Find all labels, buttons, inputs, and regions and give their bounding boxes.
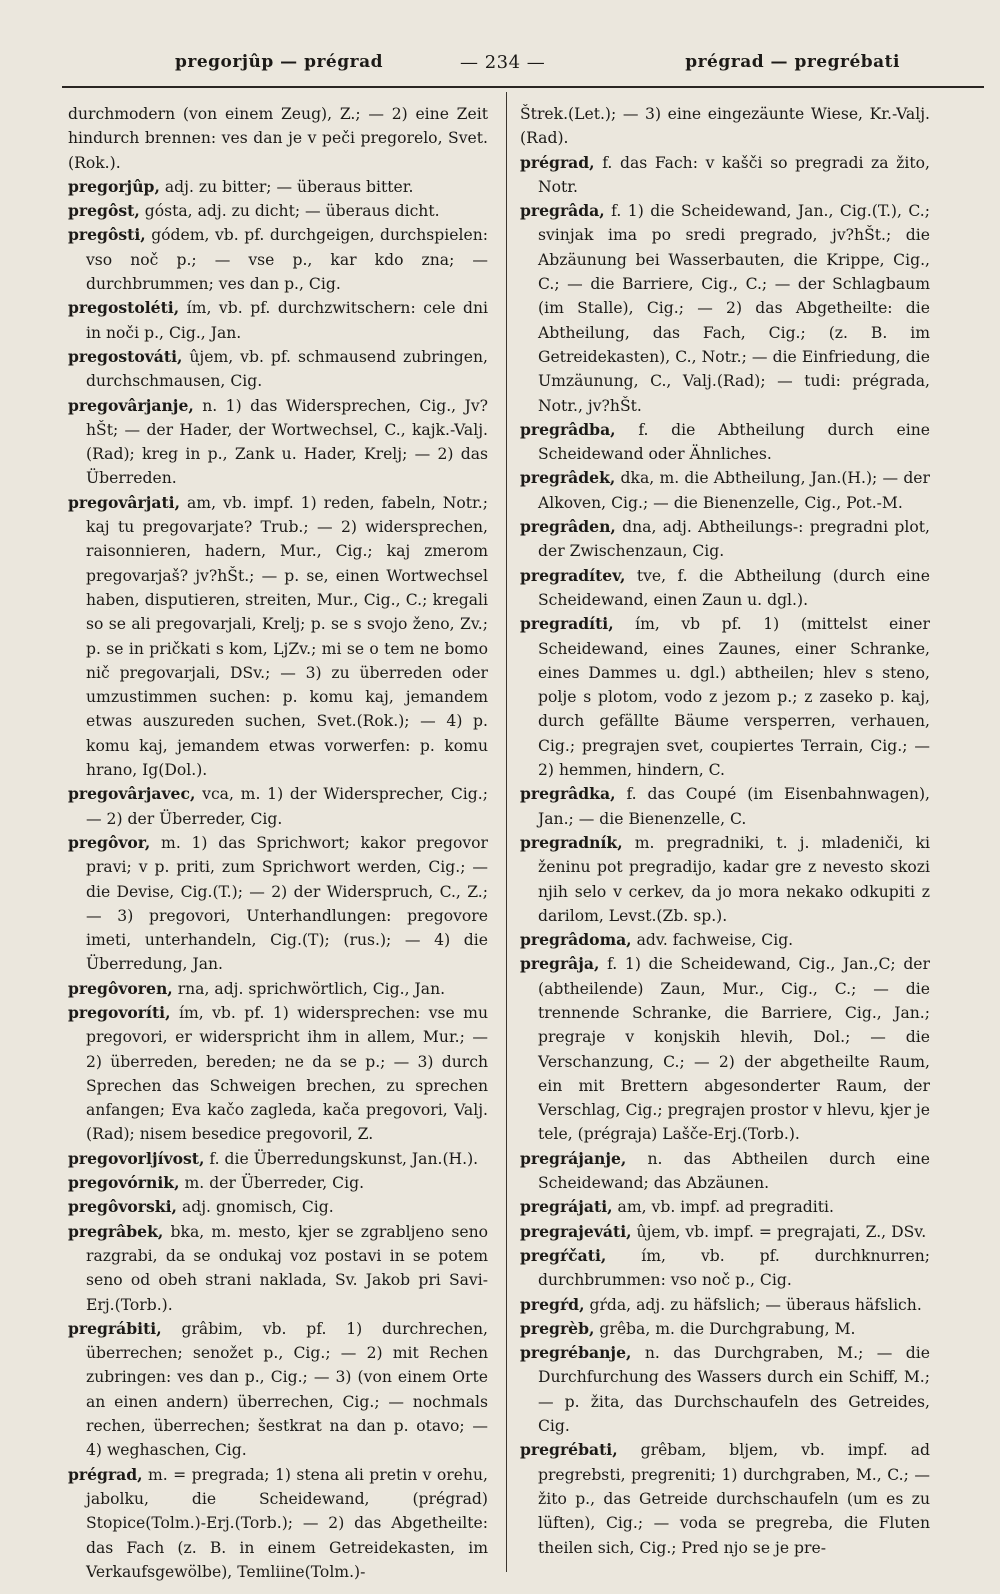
dictionary-entry xyxy=(68,1171,488,1195)
dictionary-entry xyxy=(520,515,930,564)
dictionary-entry xyxy=(68,1001,488,1147)
entry-headword: pregovórnik, xyxy=(68,1173,180,1193)
entry-headword: pregrâdoma, xyxy=(520,930,632,950)
header-left-range: pregorjûp — prégrad xyxy=(175,52,383,72)
dictionary-entry xyxy=(520,1317,930,1341)
dictionary-entry xyxy=(520,1244,930,1293)
dictionary-entry xyxy=(68,1220,488,1317)
entry-definition: ím, vb. pf. 1) widersprechen: vse mu pregovori, er widerspricht ihm in allem, Mur.; — 2) überreden, bereden; ne da se p.; — 3) durch Sprechen das Schweigen brechen, zu sprechen anfangen; Eva kačo zagleda, kača pregovori, Valj.(Rad); nisem besedice pregovoril, Z. xyxy=(86,1003,488,1144)
entry-definition: f. die Abtheilung durch eine Scheidewand oder Ähnliches. xyxy=(538,420,931,464)
entry-definition: durchmodern (von einem Zeug), Z.; — 2) eine Zeit hindurch brennen: ves dan je v peči pregorelo, Svet.(Rok.). xyxy=(68,105,488,172)
dictionary-entry xyxy=(68,782,488,831)
entry-headword: pregradíti, xyxy=(520,614,614,634)
dictionary-entry xyxy=(68,175,488,199)
entry-headword: prégrad, xyxy=(520,152,595,172)
entry-headword: pregrâdek, xyxy=(520,468,616,488)
entry-headword: pregorjûp, xyxy=(68,176,160,196)
entry-definition: rna, adj. sprichwörtlich, Cig., Jan. xyxy=(177,979,446,998)
entry-headword: pregôvor, xyxy=(68,832,151,852)
entry-definition: dka, m. die Abtheilung, Jan.(H.); — der Alkoven, Cig.; — die Bienenzelle, Cig., Pot.-M. xyxy=(538,469,930,512)
entry-headword: prégrad, xyxy=(68,1464,143,1484)
entry-definition: m. = pregrada; 1) stena ali pretin v orehu, jabolku, die Scheidewand, (prégrad) Stopice(Tolm.)-Erj.(Torb.); — 2) das Abgetheilte: das Fach (z. B. in einem Getreidekasten, im Verkaufsgewölbe), Temliine(Tolm.)- xyxy=(86,1465,488,1581)
dictionary-entry xyxy=(68,345,488,394)
entry-definition: n. 1) das Widersprechen, Cig., Jv?hŠt; — der Hader, der Wortwechsel, C., kajk.-Valj.(Rad); kreg in p., Zank u. Hader, Krelj; — 2) das Überreden. xyxy=(86,396,488,488)
entry-headword: pregôvorski, xyxy=(68,1197,177,1217)
page-number: — 234 — xyxy=(460,52,546,73)
entry-headword: pregrâdka, xyxy=(520,784,616,804)
dictionary-entry xyxy=(68,1147,488,1171)
entry-definition: ûjem, vb. pf. schmausend zubringen, durchschmausen, Cig. xyxy=(86,347,488,391)
dictionary-entry xyxy=(68,831,488,977)
entry-headword: pregovârjanje, xyxy=(68,395,194,415)
dictionary-entry xyxy=(520,1147,930,1196)
entry-definition: f. das Coupé (im Eisenbahnwagen), Jan.; — die Bienenzelle, C. xyxy=(538,785,930,828)
entry-headword: pregovorljívost, xyxy=(68,1148,205,1168)
entry-headword: pregradítev, xyxy=(520,565,626,585)
dictionary-entry xyxy=(68,102,488,175)
dictionary-entry xyxy=(520,102,930,151)
entry-definition: ím, vb. pf. durchzwitschern: cele dni in noči p., Cig., Jan. xyxy=(86,299,488,342)
entry-headword: pregŕd, xyxy=(520,1294,585,1314)
column-divider xyxy=(506,92,507,1572)
dictionary-entry xyxy=(68,977,488,1001)
entry-definition: n. das Durchgraben, M.; — die Durchfurchung des Wassers durch ein Schiff, M.; — p. žita, das Durchschaufeln des Getreides, Cig. xyxy=(538,1344,930,1436)
dictionary-entry xyxy=(68,1463,488,1584)
entry-headword: pregradník, xyxy=(520,832,623,852)
entry-headword: pregrájati, xyxy=(520,1197,613,1217)
entry-definition: bka, m. mesto, kjer se zgrabljeno seno razgrabi, da se ondukaj voz postavi in se potem seno od obeh strani naklada, Sv. Jakob pri Savi-Erj.(Torb.). xyxy=(86,1222,488,1314)
entry-definition: grâbim, vb. pf. 1) durchrechen, überrechen; senožet p., Cig.; — 2) mit Rechen zubringen: ves dan p., Cig.; — 3) (von einem Orte an einen andern) überrechen, Cig.; — nochmals rechen, überrechen; šestkrat na dan p. otavo; — 4) weghaschen, Cig. xyxy=(86,1319,488,1460)
entry-headword: pregrèb, xyxy=(520,1318,595,1338)
entry-headword: pregostováti, xyxy=(68,346,183,366)
dictionary-entry xyxy=(520,1220,930,1244)
entry-definition: am, vb. impf. ad pregraditi. xyxy=(617,1198,834,1217)
entry-definition: grêba, m. die Durchgrabung, M. xyxy=(599,1319,856,1338)
entry-headword: pregovârjati, xyxy=(68,492,181,512)
entry-definition: vca, m. 1) der Widersprecher, Cig.; — 2) der Überreder, Cig. xyxy=(86,785,488,828)
entry-headword: pregovârjavec, xyxy=(68,784,196,804)
header-right-range: prégrad — pregrébati xyxy=(685,52,900,72)
dictionary-entry xyxy=(520,564,930,613)
entry-definition: gŕda, adj. zu häfslich; — überaus häfslich. xyxy=(589,1295,922,1314)
dictionary-entry xyxy=(520,1293,930,1317)
entry-headword: pregrâda, xyxy=(520,201,605,221)
entry-definition: gósta, adj. zu dicht; — überaus dicht. xyxy=(144,202,440,221)
entry-headword: pregrébati, xyxy=(520,1440,618,1460)
entry-definition: ûjem, vb. impf. = pregrajati, Z., DSv. xyxy=(636,1222,927,1241)
entry-definition: adj. zu bitter; — überaus bitter. xyxy=(164,177,414,196)
left-column xyxy=(68,102,488,1584)
dictionary-entry xyxy=(520,1341,930,1438)
entry-headword: pregrábiti, xyxy=(68,1318,162,1338)
entry-definition: f. die Überredungskunst, Jan.(H.). xyxy=(209,1149,479,1168)
dictionary-entry xyxy=(520,782,930,831)
dictionary-entry xyxy=(520,151,930,200)
entry-definition: am, vb. impf. 1) reden, fabeln, Notr.; kaj tu pregovarjate? Trub.; — 2) widersprechen, raisonnieren, hadern, Mur., Cig.; kaj zmerom pregovarjaš? jv?hŠt.; — p. se, einen Wortwechsel haben, disputieren, streiten, Mur., Cig., C.; kregali so se ali pregovarjali, Krelj; p. se s svojo ženo, Zv.; p. se in pričkati s kom, LjZv.; mi se o tem ne bomo nič pregovarjali, DSv.; — 3) zu überreden oder umzustimmen suchen: p. komu kaj, jemandem etwas auszureden suchen, Svet.(Rok.); — 4) p. komu kaj, jemandem etwas vorwerfen: p. komu hrano, Ig(Dol.). xyxy=(86,493,488,780)
right-column xyxy=(520,102,930,1560)
dictionary-entry xyxy=(68,1195,488,1219)
entry-definition: m. der Überreder, Cig. xyxy=(184,1174,365,1193)
dictionary-entry xyxy=(68,223,488,296)
entry-definition: m. 1) das Sprichwort; kakor pregovor pravi; v p. priti, zum Sprichwort werden, Cig.; — die Devise, Cig.(T.); — 2) der Widerspruch, C., Z.; — 3) pregovori, Unterhandlungen: pregovore imeti, unterhandeln, Cig.(T); (rus.); — 4) die Überredung, Jan. xyxy=(86,833,488,974)
dictionary-entry xyxy=(68,199,488,223)
entry-definition: f. das Fach: v kašči so pregradi za žito, Notr. xyxy=(538,153,930,196)
entry-definition: Štrek.(Let.); — 3) eine eingezäunte Wiese, Kr.-Valj.(Rad). xyxy=(520,105,930,148)
entry-headword: pregôsti, xyxy=(68,225,146,245)
entry-definition: ím, vb. pf. durchknurren; durchbrummen: vso noč p., Cig. xyxy=(538,1246,930,1290)
entry-definition: ím, vb pf. 1) (mittelst einer Scheidewand, eines Zaunes, einer Schranke, eines Dammes u. dgl.) abtheilen; hlev s steno, polje s plotom, vodo z jezom p.; z zaseko p. kaj, durch gefällte Bäume versperren, verhauen, Cig.; pregrajen svet, coupiertes Terrain, Cig.; — 2) hemmen, hindern, C. xyxy=(538,615,930,780)
entry-headword: pregrâden, xyxy=(520,517,616,537)
entry-headword: pregrébanje, xyxy=(520,1343,632,1363)
entry-definition: grêbam, bljem, vb. impf. ad pregrebsti, pregreniti; 1) durchgraben, M., C.; — žito p., das Getreide durchschaufeln (um es zu lüften), Cig.; — voda se pregreba, die Fluten theilen sich, Cig.; Pred njo se je pre- xyxy=(538,1441,930,1557)
dictionary-entry xyxy=(520,952,930,1146)
dictionary-entry xyxy=(520,1438,930,1559)
entry-definition: n. das Abtheilen durch eine Scheidewand; das Abzäunen. xyxy=(538,1149,930,1193)
dictionary-entry xyxy=(68,491,488,783)
dictionary-entry xyxy=(520,418,930,467)
dictionary-entry xyxy=(68,1317,488,1463)
entry-definition: m. pregradniki, t. j. mladeniči, ki ženinu pot pregradijo, kadar gre z nevesto skozi njih selo v cerkev, da jo mora nekako odkupiti z darilom, Levst.(Zb. sp.). xyxy=(538,833,930,925)
entry-headword: pregovoríti, xyxy=(68,1002,171,1022)
entry-headword: pregostoléti, xyxy=(68,298,180,318)
entry-headword: pregrâdba, xyxy=(520,419,616,439)
header-rule xyxy=(62,86,984,88)
entry-headword: pregrâbek, xyxy=(68,1221,164,1241)
dictionary-entry xyxy=(520,612,930,782)
dictionary-entry xyxy=(520,928,930,952)
dictionary-entry xyxy=(520,466,930,515)
page-header xyxy=(70,52,960,86)
entry-definition: adv. fachweise, Cig. xyxy=(636,931,794,950)
entry-definition: gódem, vb. pf. durchgeigen, durchspielen: vso noč p.; — vse p., kar kdo zna; — durchbrummen; ves dan p., Cig. xyxy=(86,226,488,294)
entry-headword: pregrajeváti, xyxy=(520,1221,632,1241)
entry-definition: dna, adj. Abtheilungs-: pregradni plot, der Zwischenzaun, Cig. xyxy=(538,518,930,561)
entry-definition: f. 1) die Scheidewand, Cig., Jan.,C; der (abtheilende) Zaun, Mur., Cig., C.; — die trennende Schranke, die Barriere, Cig., Jan.; pregraje v konjskih hlevih, Dol.; — die Verschanzung, C.; — 2) der abgetheilte Raum, ein mit Brettern abgesonderter Raum, der Verschlag, Cig.; pregrajen prostor v hlevu, kjer je tele, (prégraja) Lašče-Erj.(Torb.). xyxy=(538,955,930,1144)
entry-headword: pregôst, xyxy=(68,201,140,221)
entry-headword: pregrájanje, xyxy=(520,1148,627,1168)
entry-definition: tve, f. die Abtheilung (durch eine Scheidewand, einen Zaun u. dgl.). xyxy=(538,566,930,609)
entry-headword: pregôvoren, xyxy=(68,978,173,998)
dictionary-entry xyxy=(68,394,488,491)
entry-headword: pregŕčati, xyxy=(520,1245,607,1265)
entry-definition: f. 1) die Scheidewand, Jan., Cig.(T.), C.; svinjak ima po sredi pregrado, jv?hŠt.; die Abzäunung bei Wasserbauten, die Krippe, Cig., C.; — die Barriere, Cig., C.; — der Schlagbaum (im Stalle), Cig.; — 2) das Abgetheilte: die Abtheilung, das Fach, Cig.; (z. B. im Getreidekasten), C., Notr.; — die Einfriedung, die Umzäunung, C., Valj.(Rad); — tudi: prégrada, Notr., jv?hŠt. xyxy=(538,202,930,415)
dictionary-entry xyxy=(68,296,488,345)
entry-definition: adj. gnomisch, Cig. xyxy=(181,1198,334,1217)
dictionary-entry xyxy=(520,1195,930,1219)
dictionary-entry xyxy=(520,199,930,418)
dictionary-entry xyxy=(520,831,930,928)
entry-headword: pregrâja, xyxy=(520,954,600,974)
